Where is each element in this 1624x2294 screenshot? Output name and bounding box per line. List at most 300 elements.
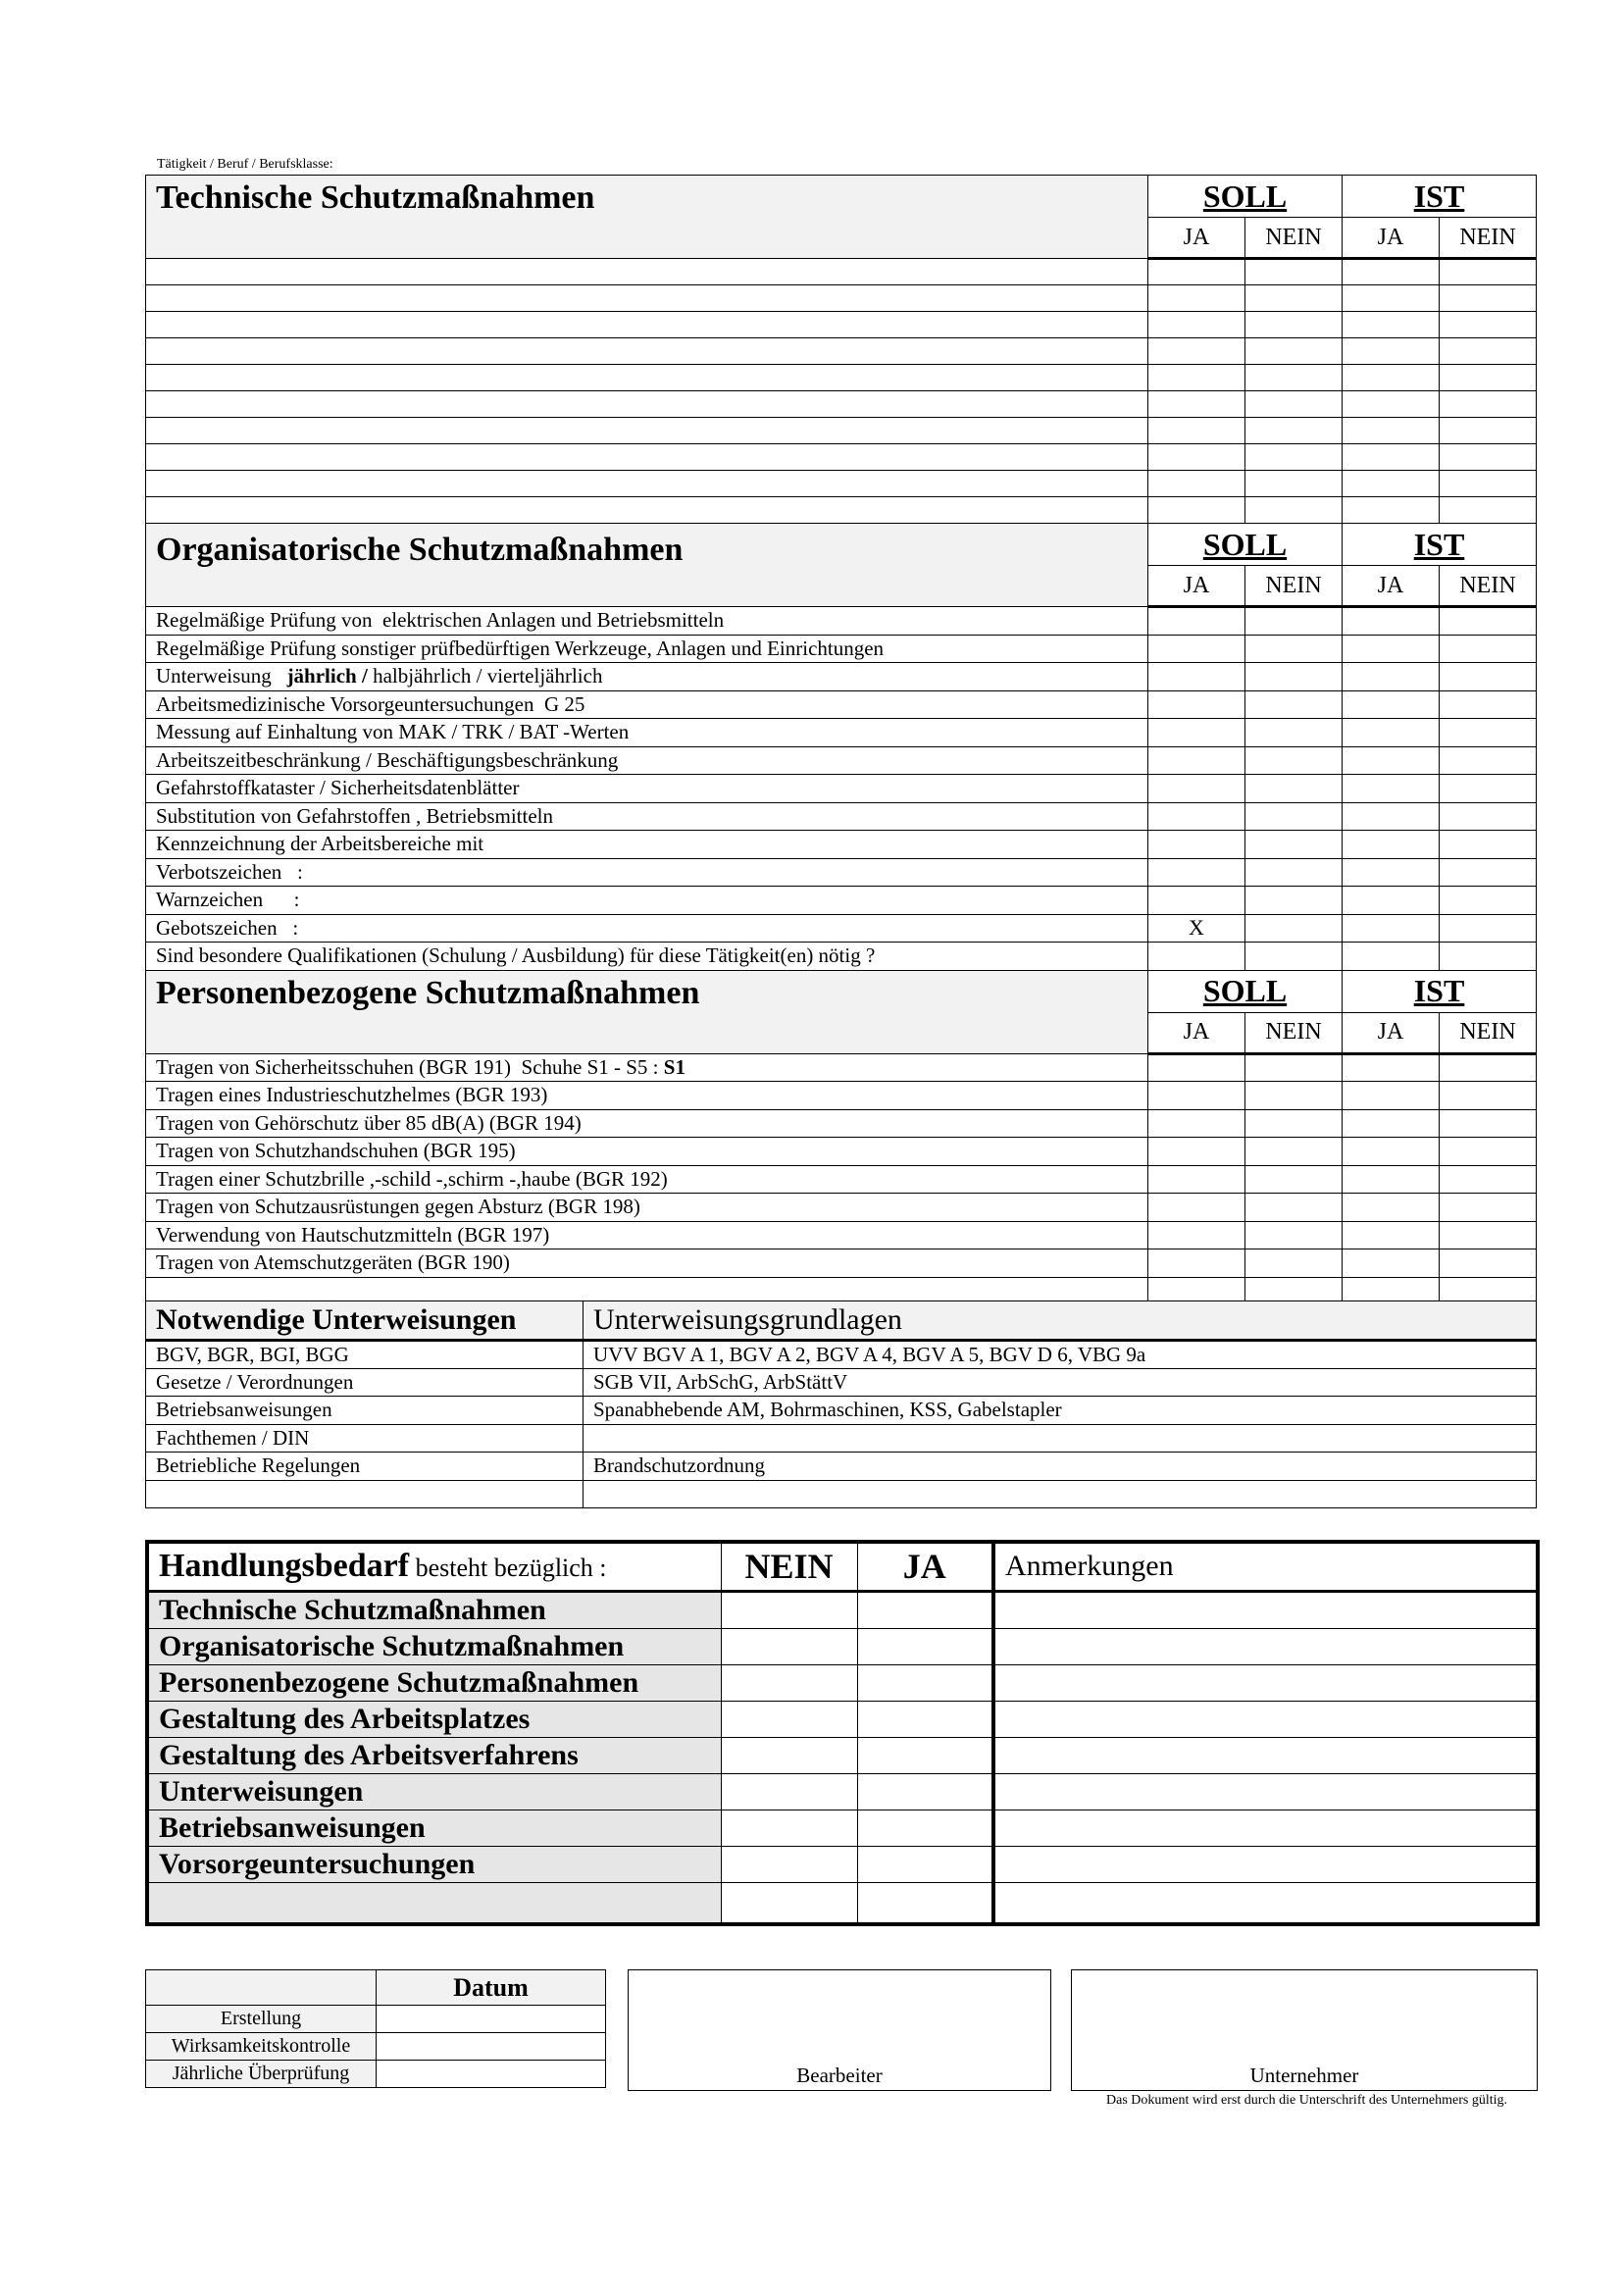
- action-needed-table: [145, 1540, 1540, 1926]
- soll-ja-cell[interactable]: [1148, 391, 1245, 418]
- action-nein-cell[interactable]: [721, 1628, 857, 1664]
- soll-nein-cell[interactable]: [1245, 1053, 1343, 1082]
- ist-nein-cell[interactable]: [1440, 471, 1537, 497]
- ist-ja-cell[interactable]: [1343, 887, 1440, 915]
- ist-ja-cell[interactable]: [1343, 831, 1440, 859]
- remarks-cell[interactable]: [993, 1664, 1538, 1701]
- action-topic: [147, 1882, 721, 1924]
- ist-ja-cell[interactable]: [1343, 365, 1440, 391]
- table-row: [146, 1424, 1537, 1453]
- ist-nein-cell[interactable]: [1440, 365, 1537, 391]
- technical-section-title: Technische Schutzmaßnahmen: [146, 176, 1148, 259]
- action-ja-cell[interactable]: [857, 1664, 993, 1701]
- measure-cell[interactable]: [146, 391, 1148, 418]
- ist-ja-cell[interactable]: [1343, 1165, 1440, 1194]
- ist-ja-cell[interactable]: [1343, 338, 1440, 365]
- ist-nein-cell[interactable]: [1440, 663, 1537, 691]
- date-header: Datum: [377, 1970, 606, 2006]
- soll-ja-cell[interactable]: [1148, 746, 1245, 775]
- soll-ja-header: JA: [1148, 1012, 1245, 1053]
- soll-nein-cell[interactable]: [1245, 418, 1343, 444]
- remarks-cell[interactable]: [993, 1882, 1538, 1924]
- soll-nein-cell[interactable]: [1245, 1082, 1343, 1110]
- training-type: Betriebliche Regelungen: [146, 1453, 584, 1481]
- training-basis-header: Unterweisungsgrundlagen: [584, 1301, 1537, 1341]
- personal-section-title: Personenbezogene Schutzmaßnahmen: [146, 970, 1148, 1053]
- soll-ja-cell[interactable]: X: [1148, 914, 1245, 943]
- measure-cell[interactable]: [146, 444, 1148, 471]
- table-row: [146, 1109, 1537, 1138]
- remarks-cell[interactable]: [993, 1737, 1538, 1773]
- action-ja-header: JA: [857, 1542, 993, 1591]
- action-nein-cell[interactable]: [721, 1664, 857, 1701]
- ist-nein-cell[interactable]: [1440, 312, 1537, 338]
- action-needed-subheading: besteht bezüglich :: [409, 1554, 607, 1583]
- soll-nein-cell[interactable]: [1245, 444, 1343, 471]
- ist-nein-header: NEIN: [1440, 566, 1537, 607]
- date-row-label: Jährliche Überprüfung: [146, 2061, 377, 2088]
- table-row: [146, 719, 1537, 747]
- table-row: [146, 1138, 1537, 1166]
- soll-ja-header: JA: [1148, 566, 1245, 607]
- soll-nein-cell[interactable]: [1245, 259, 1343, 285]
- action-topic: Betriebsanweisungen: [147, 1810, 721, 1846]
- soll-ja-cell[interactable]: [1148, 802, 1245, 831]
- ist-ja-cell[interactable]: [1343, 690, 1440, 719]
- table-row: [146, 418, 1537, 444]
- ist-ja-cell[interactable]: [1343, 285, 1440, 312]
- measure-cell[interactable]: [146, 497, 1148, 524]
- action-topic: Vorsorgeuntersuchungen: [147, 1846, 721, 1882]
- ist-nein-cell[interactable]: [1440, 607, 1537, 636]
- training-type: Gesetze / Verordnungen: [146, 1368, 584, 1397]
- table-row: [146, 2033, 606, 2061]
- soll-nein-cell[interactable]: [1245, 607, 1343, 636]
- soll-nein-cell[interactable]: [1245, 943, 1343, 971]
- soll-nein-cell[interactable]: [1245, 858, 1343, 887]
- soll-nein-header: NEIN: [1245, 566, 1343, 607]
- main-checklist-table: [145, 175, 1537, 1305]
- ist-nein-cell[interactable]: [1440, 831, 1537, 859]
- measure-label-bold: S1: [663, 1054, 685, 1079]
- measure-cell[interactable]: [146, 338, 1148, 365]
- ist-nein-cell[interactable]: [1440, 259, 1537, 285]
- measure-label: Gefahrstoffkataster / Sicherheitsdatenblätter: [146, 775, 1148, 803]
- date-row-label: Erstellung: [146, 2006, 377, 2033]
- measure-cell[interactable]: [146, 365, 1148, 391]
- ist-ja-cell[interactable]: [1343, 497, 1440, 524]
- soll-nein-cell[interactable]: [1245, 497, 1343, 524]
- ist-ja-header: JA: [1343, 566, 1440, 607]
- soll-ja-cell[interactable]: [1148, 690, 1245, 719]
- remarks-cell[interactable]: [993, 1628, 1538, 1664]
- table-row: [146, 471, 1537, 497]
- ist-ja-cell[interactable]: [1343, 1221, 1440, 1249]
- date-cell[interactable]: [377, 2061, 606, 2088]
- training-basis[interactable]: UVV BGV A 1, BGV A 2, BGV A 4, BGV A 5, BGV D 6, VBG 9a: [584, 1341, 1537, 1369]
- soll-nein-cell[interactable]: [1245, 471, 1343, 497]
- table-row: [146, 2006, 606, 2033]
- ist-ja-cell[interactable]: [1343, 914, 1440, 943]
- ist-nein-cell[interactable]: [1440, 1053, 1537, 1082]
- ist-ja-cell[interactable]: [1343, 259, 1440, 285]
- action-needed-title: [147, 1542, 721, 1591]
- remarks-cell[interactable]: [993, 1701, 1538, 1737]
- soll-nein-cell[interactable]: [1245, 1109, 1343, 1138]
- header-label: Tätigkeit / Beruf / Berufsklasse:: [157, 157, 333, 172]
- soll-ja-cell[interactable]: [1148, 1194, 1245, 1222]
- soll-nein-cell[interactable]: [1245, 1194, 1343, 1222]
- training-type: Betriebsanweisungen: [146, 1397, 584, 1425]
- soll-nein-cell[interactable]: [1245, 831, 1343, 859]
- action-ja-cell[interactable]: [857, 1591, 993, 1628]
- soll-ja-cell[interactable]: [1148, 259, 1245, 285]
- ist-nein-cell[interactable]: [1440, 719, 1537, 747]
- ist-ja-cell[interactable]: [1343, 719, 1440, 747]
- ist-nein-cell[interactable]: [1440, 635, 1537, 663]
- ist-header: IST: [1343, 524, 1537, 566]
- soll-nein-cell[interactable]: [1245, 1138, 1343, 1166]
- table-row: [146, 285, 1537, 312]
- measure-label: Tragen von Gehörschutz über 85 dB(A) (BGR 194): [146, 1109, 1148, 1138]
- ist-ja-header: JA: [1343, 218, 1440, 259]
- table-row: [146, 1165, 1537, 1194]
- training-section-title: Notwendige Unterweisungen: [146, 1301, 584, 1341]
- soll-ja-cell[interactable]: [1148, 1082, 1245, 1110]
- training-basis[interactable]: Spanabhebende AM, Bohrmaschinen, KSS, Gabelstapler: [584, 1397, 1537, 1425]
- soll-nein-cell[interactable]: [1245, 775, 1343, 803]
- table-row: [147, 1591, 1538, 1628]
- measure-label-text: halbjährlich / vierteljährlich: [367, 664, 603, 688]
- ist-ja-cell[interactable]: [1343, 444, 1440, 471]
- action-ja-cell[interactable]: [857, 1846, 993, 1882]
- ist-nein-cell[interactable]: [1440, 444, 1537, 471]
- soll-nein-cell[interactable]: [1245, 719, 1343, 747]
- action-ja-cell[interactable]: [857, 1882, 993, 1924]
- measure-label: [146, 663, 1148, 691]
- measure-cell[interactable]: [146, 259, 1148, 285]
- soll-nein-cell[interactable]: [1245, 365, 1343, 391]
- soll-nein-header: NEIN: [1245, 1012, 1343, 1053]
- training-basis[interactable]: Brandschutzordnung: [584, 1453, 1537, 1481]
- soll-nein-cell[interactable]: [1245, 802, 1343, 831]
- table-row: [146, 365, 1537, 391]
- ist-ja-cell[interactable]: [1343, 663, 1440, 691]
- action-topic: Personenbezogene Schutzmaßnahmen: [147, 1664, 721, 1701]
- ist-ja-cell[interactable]: [1343, 746, 1440, 775]
- soll-nein-cell[interactable]: [1245, 690, 1343, 719]
- table-row: [146, 690, 1537, 719]
- soll-ja-cell[interactable]: [1148, 607, 1245, 636]
- soll-nein-cell[interactable]: [1245, 887, 1343, 915]
- table-row: [146, 497, 1537, 524]
- date-table: [145, 1969, 606, 2088]
- measure-cell[interactable]: [146, 312, 1148, 338]
- table-row: [147, 1882, 1538, 1924]
- measure-label: Arbeitszeitbeschränkung / Beschäftigungsbeschränkung: [146, 746, 1148, 775]
- table-row: [146, 635, 1537, 663]
- soll-nein-cell[interactable]: [1245, 635, 1343, 663]
- soll-ja-cell[interactable]: [1148, 775, 1245, 803]
- table-row: [146, 746, 1537, 775]
- organisational-section-title: Organisatorische Schutzmaßnahmen: [146, 524, 1148, 607]
- ist-nein-cell[interactable]: [1440, 858, 1537, 887]
- action-nein-cell[interactable]: [721, 1810, 857, 1846]
- ist-nein-cell[interactable]: [1440, 1165, 1537, 1194]
- table-row: [146, 1480, 1537, 1508]
- ist-ja-header: JA: [1343, 1012, 1440, 1053]
- measure-label: Regelmäßige Prüfung von elektrischen Anlagen und Betriebsmitteln: [146, 607, 1148, 636]
- soll-ja-cell[interactable]: [1148, 719, 1245, 747]
- action-nein-cell[interactable]: [721, 1737, 857, 1773]
- employer-signature-box[interactable]: [1071, 1969, 1538, 2091]
- soll-nein-cell[interactable]: [1245, 391, 1343, 418]
- action-nein-cell[interactable]: [721, 1846, 857, 1882]
- table-row: [146, 607, 1537, 636]
- measure-label: Tragen von Atemschutzgeräten (BGR 190): [146, 1249, 1148, 1278]
- date-table-corner: [146, 1970, 377, 2006]
- table-row: [147, 1628, 1538, 1664]
- ist-nein-cell[interactable]: [1440, 418, 1537, 444]
- soll-nein-cell[interactable]: [1245, 746, 1343, 775]
- remarks-cell[interactable]: [993, 1773, 1538, 1810]
- soll-ja-cell[interactable]: [1148, 365, 1245, 391]
- ist-ja-cell[interactable]: [1343, 802, 1440, 831]
- soll-ja-cell[interactable]: [1148, 1053, 1245, 1082]
- action-needed-heading: Handlungsbedarf: [159, 1548, 410, 1585]
- ist-nein-cell[interactable]: [1440, 285, 1537, 312]
- table-row: [146, 775, 1537, 803]
- measure-cell[interactable]: [146, 285, 1148, 312]
- soll-ja-cell[interactable]: [1148, 635, 1245, 663]
- soll-ja-cell[interactable]: [1148, 1109, 1245, 1138]
- editor-signature-box[interactable]: [628, 1969, 1051, 2091]
- ist-nein-cell[interactable]: [1440, 690, 1537, 719]
- soll-nein-cell[interactable]: [1245, 285, 1343, 312]
- action-nein-header: NEIN: [721, 1542, 857, 1591]
- soll-ja-cell[interactable]: [1148, 471, 1245, 497]
- measure-label: Arbeitsmedizinische Vorsorgeuntersuchungen G 25: [146, 690, 1148, 719]
- measure-label: Warnzeichen :: [146, 887, 1148, 915]
- editor-label: Bearbeiter: [796, 2064, 883, 2087]
- table-row: [146, 831, 1537, 859]
- ist-ja-cell[interactable]: [1343, 1082, 1440, 1110]
- action-ja-cell[interactable]: [857, 1773, 993, 1810]
- table-row: [146, 1221, 1537, 1249]
- measure-label: Tragen von Schutzhandschuhen (BGR 195): [146, 1138, 1148, 1166]
- measure-label: Messung auf Einhaltung von MAK / TRK / BAT -Werten: [146, 719, 1148, 747]
- measure-label: Verwendung von Hautschutzmitteln (BGR 197): [146, 1221, 1148, 1249]
- ist-ja-cell[interactable]: [1343, 471, 1440, 497]
- action-topic: Technische Schutzmaßnahmen: [147, 1591, 721, 1628]
- ist-nein-cell[interactable]: [1440, 1194, 1537, 1222]
- soll-ja-cell[interactable]: [1148, 418, 1245, 444]
- soll-ja-cell[interactable]: [1148, 1221, 1245, 1249]
- ist-ja-cell[interactable]: [1343, 607, 1440, 636]
- ist-header: IST: [1343, 176, 1537, 218]
- soll-nein-cell[interactable]: [1245, 914, 1343, 943]
- soll-ja-cell[interactable]: [1148, 1138, 1245, 1166]
- ist-nein-cell[interactable]: [1440, 943, 1537, 971]
- measure-label: Tragen einer Schutzbrille ,-schild -,schirm -,haube (BGR 192): [146, 1165, 1148, 1194]
- ist-nein-cell[interactable]: [1440, 1221, 1537, 1249]
- ist-nein-cell[interactable]: [1440, 746, 1537, 775]
- employer-label: Unternehmer: [1249, 2064, 1359, 2087]
- ist-ja-cell[interactable]: [1343, 312, 1440, 338]
- measure-label: [146, 1053, 1148, 1082]
- soll-ja-cell[interactable]: [1148, 285, 1245, 312]
- date-cell[interactable]: [377, 2006, 606, 2033]
- table-row: [147, 1737, 1538, 1773]
- ist-nein-cell[interactable]: [1440, 391, 1537, 418]
- measure-label-text: Tragen von Sicherheitsschuhen (BGR 191) Schuhe S1 - S5 :: [156, 1054, 664, 1079]
- soll-ja-cell[interactable]: [1148, 497, 1245, 524]
- soll-nein-cell[interactable]: [1245, 338, 1343, 365]
- action-topic: Organisatorische Schutzmaßnahmen: [147, 1628, 721, 1664]
- ist-nein-cell[interactable]: [1440, 802, 1537, 831]
- training-basis[interactable]: [584, 1480, 1537, 1508]
- measure-label: Tragen von Schutzausrüstungen gegen Absturz (BGR 198): [146, 1194, 1148, 1222]
- ist-nein-header: NEIN: [1440, 218, 1537, 259]
- ist-nein-header: NEIN: [1440, 1012, 1537, 1053]
- measure-cell[interactable]: [146, 418, 1148, 444]
- ist-nein-cell[interactable]: [1440, 1138, 1537, 1166]
- ist-ja-cell[interactable]: [1343, 391, 1440, 418]
- remarks-cell[interactable]: [993, 1591, 1538, 1628]
- ist-nein-cell[interactable]: [1440, 775, 1537, 803]
- soll-ja-header: JA: [1148, 218, 1245, 259]
- soll-header: SOLL: [1148, 524, 1343, 566]
- table-row: [146, 802, 1537, 831]
- action-ja-cell[interactable]: [857, 1628, 993, 1664]
- ist-ja-cell[interactable]: [1343, 1249, 1440, 1278]
- training-table: [145, 1300, 1537, 1508]
- soll-ja-cell[interactable]: [1148, 312, 1245, 338]
- soll-ja-cell[interactable]: [1148, 1249, 1245, 1278]
- table-row: [146, 914, 1537, 943]
- ist-ja-cell[interactable]: [1343, 1194, 1440, 1222]
- training-type: [146, 1480, 584, 1508]
- training-type: BGV, BGR, BGI, BGG: [146, 1341, 584, 1369]
- action-ja-cell[interactable]: [857, 1810, 993, 1846]
- table-row: [146, 2061, 606, 2088]
- action-topic: Gestaltung des Arbeitsplatzes: [147, 1701, 721, 1737]
- table-row: [146, 887, 1537, 915]
- training-basis[interactable]: [584, 1424, 1537, 1453]
- measure-label: Regelmäßige Prüfung sonstiger prüfbedürftigen Werkzeuge, Anlagen und Einrichtungen: [146, 635, 1148, 663]
- action-ja-cell[interactable]: [857, 1737, 993, 1773]
- ist-nein-cell[interactable]: [1440, 1109, 1537, 1138]
- training-type: Fachthemen / DIN: [146, 1424, 584, 1453]
- validity-footnote: Das Dokument wird erst durch die Unterschrift des Unternehmers gültig.: [1106, 2093, 1508, 2108]
- soll-header: SOLL: [1148, 176, 1343, 218]
- ist-nein-cell[interactable]: [1440, 497, 1537, 524]
- table-row: [146, 444, 1537, 471]
- soll-ja-cell[interactable]: [1148, 338, 1245, 365]
- table-row: [146, 1194, 1537, 1222]
- table-row: [147, 1773, 1538, 1810]
- table-row: [146, 663, 1537, 691]
- table-row: [146, 943, 1537, 971]
- soll-nein-cell[interactable]: [1245, 663, 1343, 691]
- table-row: [146, 1341, 1537, 1369]
- table-row: [146, 312, 1537, 338]
- table-row: [146, 1053, 1537, 1082]
- soll-ja-cell[interactable]: [1148, 858, 1245, 887]
- soll-nein-cell[interactable]: [1245, 1221, 1343, 1249]
- table-row: [147, 1846, 1538, 1882]
- remarks-cell[interactable]: [993, 1846, 1538, 1882]
- measure-label-bold: jährlich /: [286, 664, 368, 688]
- soll-ja-cell[interactable]: [1148, 663, 1245, 691]
- table-row: [147, 1664, 1538, 1701]
- action-nein-cell[interactable]: [721, 1591, 857, 1628]
- ist-ja-cell[interactable]: [1343, 943, 1440, 971]
- measure-label: Kennzeichnung der Arbeitsbereiche mit: [146, 831, 1148, 859]
- measure-label: Tragen eines Industrieschutzhelmes (BGR 193): [146, 1082, 1148, 1110]
- table-row: [146, 1082, 1537, 1110]
- ist-nein-cell[interactable]: [1440, 1249, 1537, 1278]
- ist-ja-cell[interactable]: [1343, 775, 1440, 803]
- ist-nein-cell[interactable]: [1440, 1082, 1537, 1110]
- ist-ja-cell[interactable]: [1343, 858, 1440, 887]
- ist-ja-cell[interactable]: [1343, 418, 1440, 444]
- measure-label-text: Unterweisung: [156, 664, 287, 688]
- ist-ja-cell[interactable]: [1343, 635, 1440, 663]
- table-row: [146, 1453, 1537, 1481]
- table-row: [146, 259, 1537, 285]
- soll-ja-cell[interactable]: [1148, 1165, 1245, 1194]
- ist-ja-cell[interactable]: [1343, 1138, 1440, 1166]
- table-row: [146, 1397, 1537, 1425]
- measure-label: Verbotszeichen :: [146, 858, 1148, 887]
- date-row-label: Wirksamkeitskontrolle: [146, 2033, 377, 2061]
- soll-ja-cell[interactable]: [1148, 887, 1245, 915]
- ist-nein-cell[interactable]: [1440, 887, 1537, 915]
- soll-ja-cell[interactable]: [1148, 831, 1245, 859]
- measure-label: Substitution von Gefahrstoffen , Betriebsmitteln: [146, 802, 1148, 831]
- training-basis[interactable]: SGB VII, ArbSchG, ArbStättV: [584, 1368, 1537, 1397]
- remarks-header: Anmerkungen: [993, 1542, 1538, 1591]
- soll-nein-cell[interactable]: [1245, 1165, 1343, 1194]
- soll-nein-header: NEIN: [1245, 218, 1343, 259]
- action-nein-cell[interactable]: [721, 1882, 857, 1924]
- ist-nein-cell[interactable]: [1440, 914, 1537, 943]
- measure-cell[interactable]: [146, 471, 1148, 497]
- measure-label: Gebotszeichen :: [146, 914, 1148, 943]
- table-row: [146, 391, 1537, 418]
- soll-nein-cell[interactable]: [1245, 312, 1343, 338]
- action-nein-cell[interactable]: [721, 1773, 857, 1810]
- table-row: [146, 858, 1537, 887]
- ist-ja-cell[interactable]: [1343, 1109, 1440, 1138]
- soll-ja-cell[interactable]: [1148, 943, 1245, 971]
- table-row: [146, 1368, 1537, 1397]
- action-ja-cell[interactable]: [857, 1701, 993, 1737]
- ist-ja-cell[interactable]: [1343, 1053, 1440, 1082]
- soll-nein-cell[interactable]: [1245, 1249, 1343, 1278]
- measure-label: Sind besondere Qualifikationen (Schulung / Ausbildung) für diese Tätigkeit(en) nötig ?: [146, 943, 1148, 971]
- soll-ja-cell[interactable]: [1148, 444, 1245, 471]
- date-cell[interactable]: [377, 2033, 606, 2061]
- ist-header: IST: [1343, 970, 1537, 1012]
- action-nein-cell[interactable]: [721, 1701, 857, 1737]
- remarks-cell[interactable]: [993, 1810, 1538, 1846]
- soll-header: SOLL: [1148, 970, 1343, 1012]
- action-topic: Unterweisungen: [147, 1773, 721, 1810]
- table-row: [147, 1810, 1538, 1846]
- ist-nein-cell[interactable]: [1440, 338, 1537, 365]
